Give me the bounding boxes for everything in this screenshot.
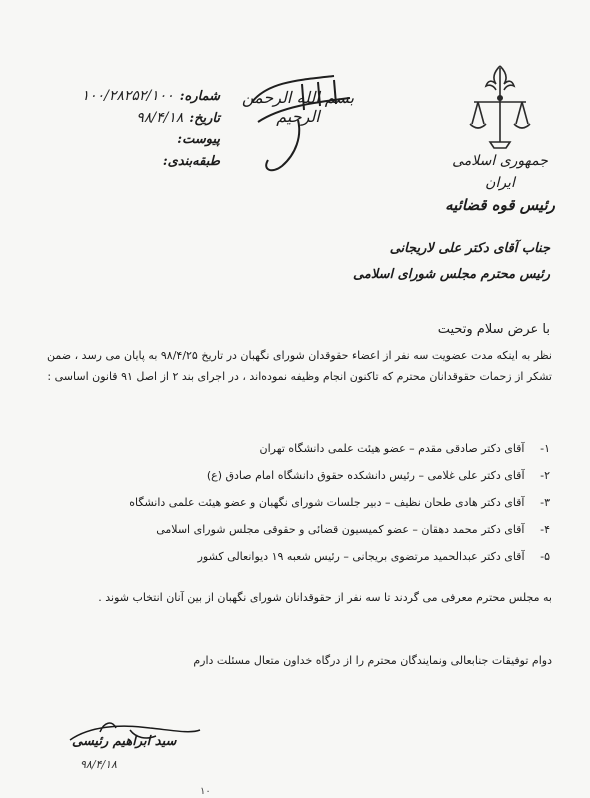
salutation: با عرض سلام وتحیت	[437, 322, 550, 337]
meta-date-row	[20, 110, 220, 132]
list-item: ۳- آقای دکتر هادی طحان نظیف – دبیر جلسات شورای نگهبان و عضو هیئت علمی دانشگاه	[129, 496, 550, 509]
addressee-name: جناب آقای دکتر علی لاریجانی	[389, 241, 550, 256]
meta-attachment-row	[20, 132, 220, 154]
signatory-name: سید ابراهیم رئیسی	[72, 734, 177, 749]
page-mark: ۱۰	[200, 786, 211, 797]
meta-attachment-label: پیوست:	[177, 132, 220, 147]
bismillah-text: بسم الله الرحمن الرحیم	[241, 88, 355, 126]
meta-number-label: شماره:	[179, 89, 220, 104]
body-paragraph-closing: دوام توفیقات جنابعالی ونمایندگان محترم را از درگاه خداون متعال مسئلت دارم	[193, 654, 552, 667]
organization-name	[440, 150, 560, 216]
signature-date: ۹۸/۴/۱۸	[80, 758, 117, 771]
letter-metadata	[20, 88, 220, 176]
list-item: ۱- آقای دکتر صادقی مقدم – عضو هیئت علمی دانشگاه تهران	[259, 442, 550, 455]
meta-date-value: ۹۸/۴/۱۸	[136, 110, 184, 126]
meta-number-value: ۱۰۰/۲۸۲۵۲/۱۰۰	[81, 88, 174, 104]
list-item: ۴- آقای دکتر محمد دهقان – عضو کمیسیون قضائی و حقوقی مجلس شورای اسلامی	[156, 523, 550, 536]
body-paragraph-conclusion: به مجلس محترم معرفی می گردند تا سه نفر از حقوقدانان شورای نگهبان از بین آنان انتخاب شوند .	[98, 591, 552, 604]
list-item: ۵- آقای دکتر عبدالحمید مرتضوی بریجانی – رئیس شعبه ۱۹ دیوانعالی کشور	[197, 550, 550, 563]
addressee-title: رئیس محترم مجلس شورای اسلامی	[353, 267, 550, 282]
meta-classification-row	[20, 154, 220, 176]
addressee-block	[190, 236, 550, 288]
body-paragraph-intro: نظر به اینکه مدت عضویت سه نفر از اعضاء حقوقدان شورای نگهبان در تاریخ ۹۸/۴/۲۵ به پایان می رسد ، ضمن تشکر از زحمات حقوقدانان محترم که تاکنون انجام وظیفه نموده‌اند ، در اجرای بند ۲ از اصل ۹۱ قانون اساسی :	[47, 349, 552, 383]
bismillah-calligraphy	[238, 62, 358, 180]
list-item: ۲- آقای دکتر علی غلامی – رئیس دانشکده حقوق دانشگاه امام صادق (ع)	[206, 469, 550, 482]
meta-number-row	[20, 88, 220, 110]
meta-date-label: تاریخ:	[189, 111, 220, 126]
org-title: رئیس قوه قضائیه	[445, 196, 555, 214]
nominee-list	[40, 435, 550, 570]
org-country: جمهوری اسلامی ایران	[452, 153, 548, 191]
meta-classification-label: طبقه‌بندی:	[162, 154, 220, 169]
